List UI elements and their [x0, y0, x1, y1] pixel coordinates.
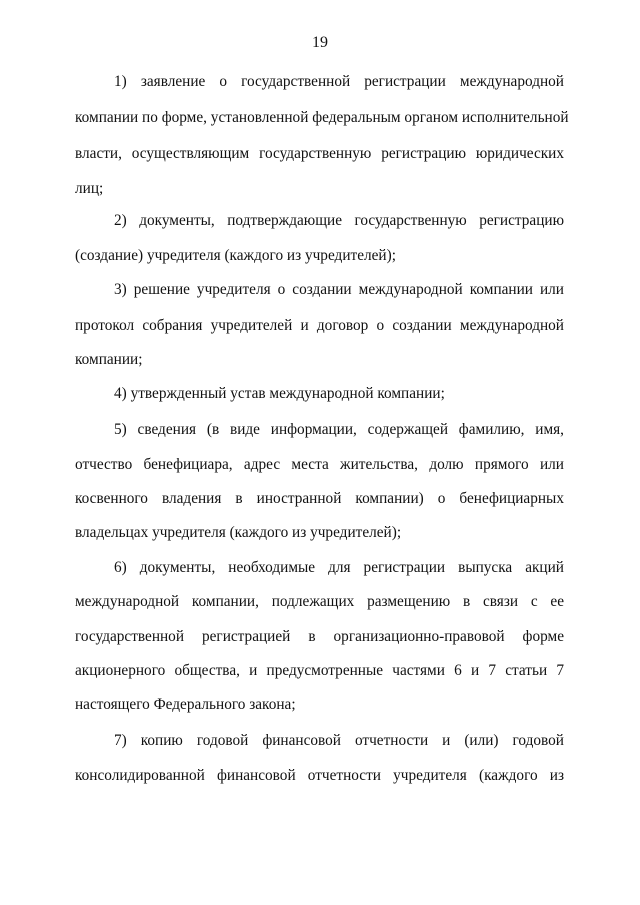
paragraph-1-line-3: власти, осуществляющим государственную регистрацию юридических — [75, 145, 564, 162]
paragraph-6-line-2: международной компании, подлежащих размещению в связи с ее — [75, 593, 564, 610]
paragraph-6-line-4: акционерного общества, и предусмотренные частями 6 и 7 статьи 7 — [75, 662, 564, 679]
page-number: 19 — [312, 34, 328, 51]
paragraph-1-line-4: лиц; — [75, 180, 104, 197]
paragraph-1-line-2: компании по форме, установленной федеральным органом исполнительной — [75, 109, 569, 126]
paragraph-3-line-1: 3) решение учредителя о создании международной компании или — [114, 281, 564, 298]
paragraph-6-line-5: настоящего Федерального закона; — [75, 696, 296, 713]
paragraph-7-line-2: консолидированной финансовой отчетности учредителя (каждого из — [75, 767, 564, 784]
paragraph-6-line-3: государственной регистрацией в организационно-правовой форме — [75, 628, 564, 645]
paragraph-6-line-1: 6) документы, необходимые для регистрации выпуска акций — [114, 559, 564, 576]
paragraph-5-line-2: отчество бенефициара, адрес места жительства, долю прямого или — [75, 456, 564, 473]
paragraph-3-line-3: компании; — [75, 351, 143, 368]
paragraph-5-line-3: косвенного владения в иностранной компании) о бенефициарных — [75, 490, 564, 507]
paragraph-3-line-2: протокол собрания учредителей и договор о создании международной — [75, 317, 564, 334]
paragraph-2-line-1: 2) документы, подтверждающие государственную регистрацию — [114, 212, 564, 229]
paragraph-2-line-2: (создание) учредителя (каждого из учредителей); — [75, 247, 396, 264]
paragraph-5-line-1: 5) сведения (в виде информации, содержащей фамилию, имя, — [114, 421, 564, 438]
paragraph-5-line-4: владельцах учредителя (каждого из учредителей); — [75, 524, 402, 541]
paragraph-7-line-1: 7) копию годовой финансовой отчетности и (или) годовой — [114, 732, 564, 749]
paragraph-4-line-1: 4) утвержденный устав международной компании; — [114, 385, 445, 402]
paragraph-1-line-1: 1) заявление о государственной регистрации международной — [114, 73, 564, 90]
